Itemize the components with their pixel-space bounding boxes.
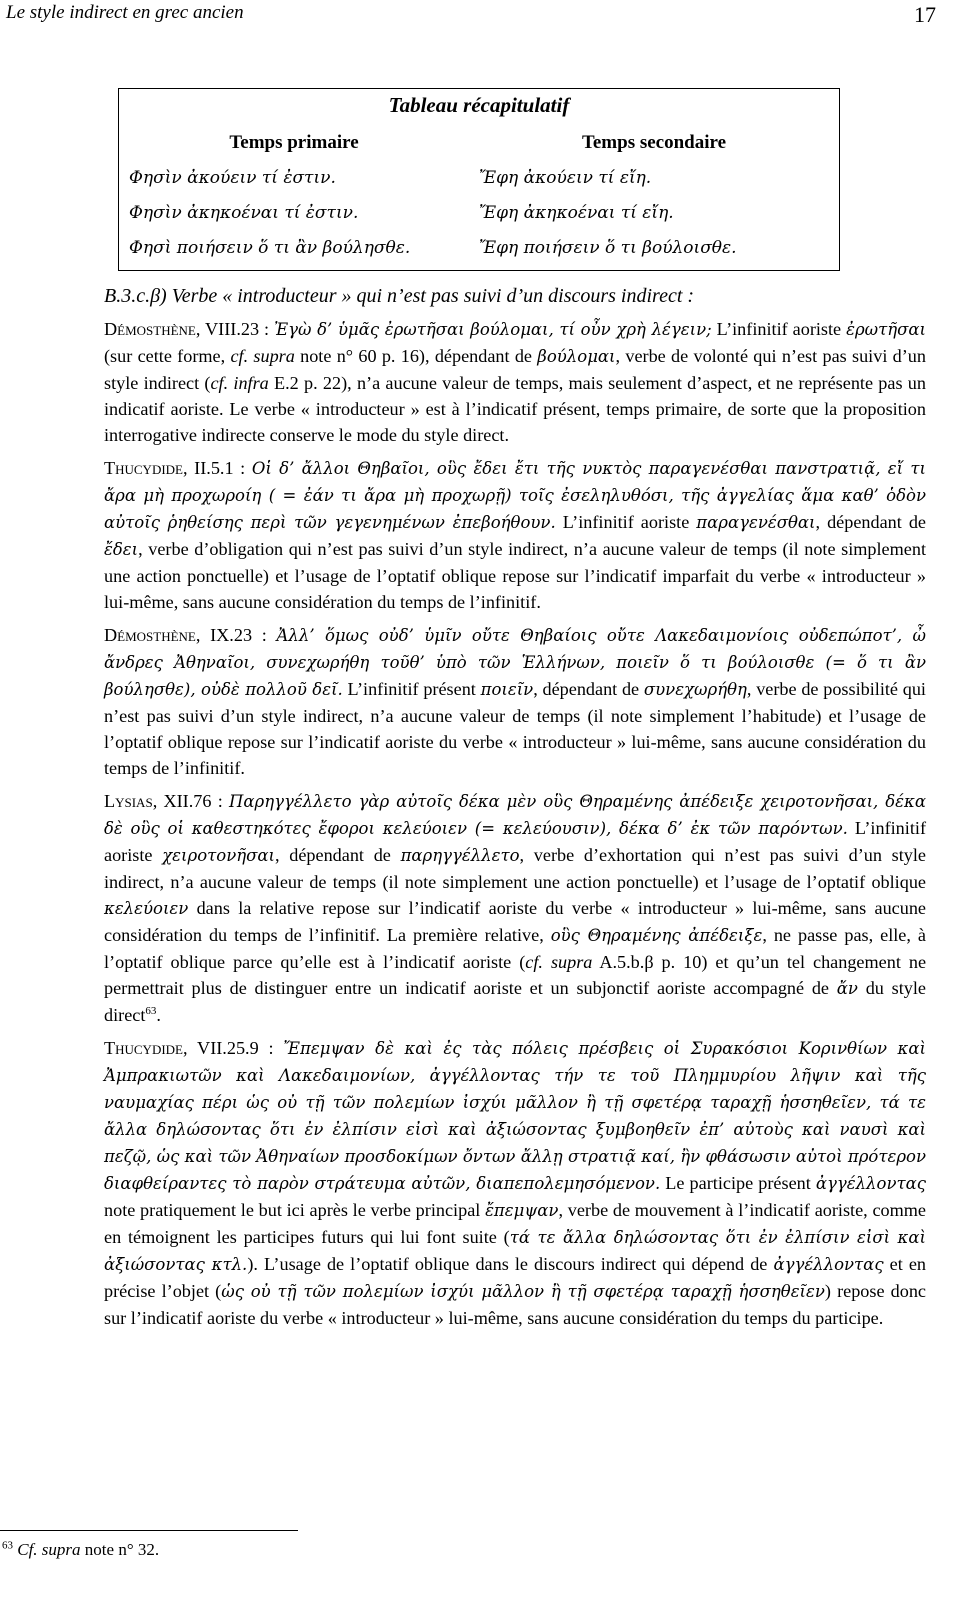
text: , verbe de mouvement à l’indicatif aoriste, comme en témoignent les participes futurs qui lui font suite ( xyxy=(104,1200,927,1247)
table-cell: Φησὶν ἀκηκοέναι τί ἐστιν. xyxy=(129,203,359,223)
footnote-ref[interactable]: 63 xyxy=(145,1004,157,1017)
text: . xyxy=(156,1005,161,1025)
text: et en précise l’objet ( xyxy=(104,1254,926,1301)
footnote-number: 63 xyxy=(2,1539,13,1552)
text: L’infinitif présent xyxy=(342,679,481,699)
text: , dépendant de xyxy=(815,512,926,532)
summary-table xyxy=(118,88,840,271)
table-cell: Ἔφη ἀκούειν τί εἴη. xyxy=(479,168,652,188)
author-name: Thucydide xyxy=(104,458,183,478)
text: ). L’usage de l’optatif oblique dans le discours indirect qui dépend de xyxy=(247,1254,774,1274)
greek-term: ἀγγέλλοντας xyxy=(773,1255,884,1274)
greek-term: τά τε ἄλλα δηλώσοντας ὅτι ἐν ἐλπίσιν εἰσὶ καὶ ἀξιώσοντας κτλ. xyxy=(104,1228,926,1274)
text: Le participe présent xyxy=(660,1173,816,1193)
greek-quote: Οἱ δ’ ἄλλοι Θηβαῖοι, οὓς ἔδει ἔτι τῆς νυκτὸς παραγενέσθαι πανστρατιᾷ, εἴ τι ἄρα μὴ προχωροίη ( = ἐάν τι ἄρα μὴ προχωρῇ) τοῖς ἐσεληλυθόσι, τῆς ἀγγελίας ἅμα καθ’ ὁδὸν αὐτοῖς ῥηθείσης περὶ τῶν γεγενημένων ἐπεβοήθουν. xyxy=(104,459,927,532)
reference: , IX.23 : xyxy=(195,625,277,645)
reference: , XII.76 : xyxy=(152,791,229,811)
primary-header: Temps primaire xyxy=(229,132,359,153)
greek-term: βούλομαι xyxy=(537,347,616,366)
cross-ref: cf. supra xyxy=(525,952,593,972)
paragraph-demosthene-9 xyxy=(104,622,926,781)
text: (sur cette forme, xyxy=(104,346,231,366)
greek-term: ἐρωτῆσαι xyxy=(846,320,926,339)
author-name: Démosthène xyxy=(104,625,196,645)
cross-ref: cf. infra xyxy=(210,373,269,393)
greek-term: συνεχωρήθη xyxy=(643,680,747,699)
greek-term: χειροτονῆσαι xyxy=(162,846,275,865)
greek-term: ἔπεμψαν xyxy=(485,1201,559,1220)
greek-term: ποιεῖν xyxy=(480,680,534,699)
paragraph-thucydide-2 xyxy=(104,455,926,615)
reference: , VII.25.9 : xyxy=(183,1038,284,1058)
running-header xyxy=(6,0,954,30)
author-name: Lysias xyxy=(104,791,153,811)
paragraph-lysias xyxy=(104,788,926,1028)
section-heading: B.3.c.β) Verbe « introducteur » qui n’est pas suivi d’un discours indirect : xyxy=(104,285,695,307)
paragraph-thucydide-7 xyxy=(104,1035,926,1331)
text: , verbe de possibilité qui n’est pas suivi d’un style indirect, n’a aucune valeur de temps (il note simplement l’habitude) et l’usage de l’optatif oblique repose sur l’indicatif aoriste du verbe « introducteur » lui-même, sans aucune considération du temps de l’infinitif. xyxy=(104,679,926,778)
author-name: Démosthène xyxy=(104,319,196,339)
greek-term: παραγενέσθαι xyxy=(696,513,816,532)
greek-term: ἔδει xyxy=(104,540,139,559)
table-cell: Ἔφη ἀκηκοέναι τί εἴη. xyxy=(479,203,674,223)
page-number: 17 xyxy=(914,2,936,27)
text: , verbe de volonté qui n’est pas suivi d’un style indirect ( xyxy=(104,346,926,393)
body-text xyxy=(104,283,926,1331)
greek-quote: Παρηγγέλλετο γὰρ αὐτοῖς δέκα μὲν οὓς Θηραμένης ἀπέδειξε χειροτονῆσαι, δέκα δὲ οὓς οἱ καθεστηκότες ἔφοροι κελεύοιεν (= κελεύουσιν), δέκα δ’ ἐκ τῶν παρόντων. xyxy=(104,792,926,838)
text: du style direct xyxy=(104,978,926,1025)
greek-term: οὓς Θηραμένης ἀπέδειξε xyxy=(550,926,763,945)
text: , verbe d’obligation qui n’est pas suivi d’un style indirect, n’a aucune valeur de temps (il note simplement une action ponctuelle) et l’usage de l’optatif oblique repose sur l’indicatif imparfait du verbe « introducteur » lui-même, sans aucune considération du temps de l’infinitif. xyxy=(104,539,926,612)
reference: , VIII.23 : xyxy=(195,319,275,339)
text: L’infinitif aoriste xyxy=(711,319,847,339)
text: , dépendant de xyxy=(275,845,401,865)
running-title: Le style indirect en grec ancien xyxy=(6,2,244,23)
cross-ref: Cf. supra xyxy=(17,1540,81,1559)
footnote xyxy=(2,1540,159,1560)
greek-term: ἀγγέλλοντας xyxy=(815,1174,926,1193)
greek-term: παρηγγέλλετο xyxy=(400,846,520,865)
greek-quote: Ἀλλ’ ὅμως οὐδ’ ὑμῖν οὔτε Θηβαίοις οὔτε Λακεδαιμονίοις οὐδεπώποτ’, ὦ ἄνδρες Ἀθηναῖοι, συνεχωρήθη τοῦθ’ ὑπὸ τῶν Ἑλλήνων, ποιεῖν ὅ τι βούλοισθε (= ὅ τι ἂν βούλησθε), οὐδὲ πολλοῦ δεῖ. xyxy=(104,626,926,699)
footnote-text: note n° 32. xyxy=(80,1540,160,1559)
text: A.5.b.β p. 10) et qu’un tel changement ne permettrait plus de distinguer entre un indicatif aoriste et un subjonctif aoriste accompagné de xyxy=(104,952,927,998)
text: L’infinitif aoriste xyxy=(104,818,926,865)
text: note pratiquement le but ici après le verbe principal xyxy=(104,1200,486,1220)
text: , verbe d’exhortation qui n’est pas suivi d’un style indirect, n’a aucune valeur de temps (il note simplement une action ponctuelle) et l’usage de l’optatif oblique xyxy=(104,845,926,892)
table-cell: Φησὶ ποιήσειν ὅ τι ἂν βούλησθε. xyxy=(129,238,411,258)
text: E.2 p. 22), n’a aucune valeur de temps, mais seulement d’aspect, et ne représente pas un indicatif aoriste. Le verbe « introducteur » est à l’indicatif présent, temps primaire, de sorte que la proposition interrogative indirecte conserve le mode du style direct. xyxy=(104,373,926,445)
author-name: Thucydide xyxy=(104,1038,183,1058)
primary-column xyxy=(129,129,459,266)
table-cell: Φησὶν ἀκούειν τί ἐστιν. xyxy=(129,168,336,188)
text: ) repose donc sur l’indicatif aoriste du verbe « introducteur » lui-même, sans aucune considération du temps du participe. xyxy=(104,1281,927,1328)
greek-quote: Ἔπεμψαν δὲ καὶ ἐς τὰς πόλεις πρέσβεις οἱ Συρακόσιοι Κορινθίων καὶ Ἀμπρακιωτῶν καὶ Λακεδαιμονίων, ἀγγέλλοντας τήν τε τοῦ Πλημμυρίου λῆψιν καὶ τῆς ναυμαχίας πέρι ὡς οὐ τῇ τῶν πολεμίων ἰσχύι μᾶλλον ἢ τῇ σφετέρᾳ ταραχῇ ἡσσηθεῖεν, τά τε ἄλλα δηλώσοντας ὅτι ἐν ἐλπίσιν εἰσὶ καὶ ἀξιώσοντας ξυμβοηθεῖν ἐπ’ αὐτοὺς καὶ ναυσὶ καὶ πεζῷ, ὡς καὶ τῶν Ἀθηναίων προσδοκίμων ὄντων ἄλλῃ στρατιᾷ καί, ἢν φθάσωσιν αὐτοὶ πρότερον διαφθείραντες τὸ παρὸν στράτευμα αὐτῶν, διαπεπολεμησόμενον. xyxy=(104,1039,926,1193)
text: L’infinitif aoriste xyxy=(555,512,697,532)
table-title: Tableau récapitulatif xyxy=(388,93,570,117)
greek-term: ἄν xyxy=(836,979,858,998)
greek-quote: Ἐγὼ δ’ ὑμᾶς ἐρωτῆσαι βούλομαι, τί οὖν χρὴ λέγειν; xyxy=(274,320,712,339)
paragraph-demosthene-8 xyxy=(104,316,926,448)
secondary-column xyxy=(479,129,829,266)
text: , dépendant de xyxy=(533,679,644,699)
secondary-header: Temps secondaire xyxy=(581,132,727,153)
text: dans la relative repose sur l’indicatif aoriste du verbe « introducteur » lui-même, sans aucune considération du temps de l’infinitif. La première relative, xyxy=(104,898,926,945)
reference: , II.5.1 : xyxy=(183,458,252,478)
footnote-rule xyxy=(0,1530,298,1531)
greek-term: κελεύοιεν xyxy=(104,899,189,918)
table-cell: Ἔφη ποιήσειν ὅ τι βούλοισθε. xyxy=(479,238,737,258)
text: note n° 60 p. 16), dépendant de xyxy=(294,346,538,366)
cross-ref: cf. supra xyxy=(230,346,295,366)
text: , ne passe pas, elle, à l’optatif oblique parce qu’elle est à l’indicatif aoriste ( xyxy=(104,925,926,972)
greek-term: ὡς οὐ τῇ τῶν πολεμίων ἰσχύι μᾶλλον ἢ τῇ σφετέρᾳ ταραχῇ ἡσσηθεῖεν xyxy=(221,1282,825,1301)
